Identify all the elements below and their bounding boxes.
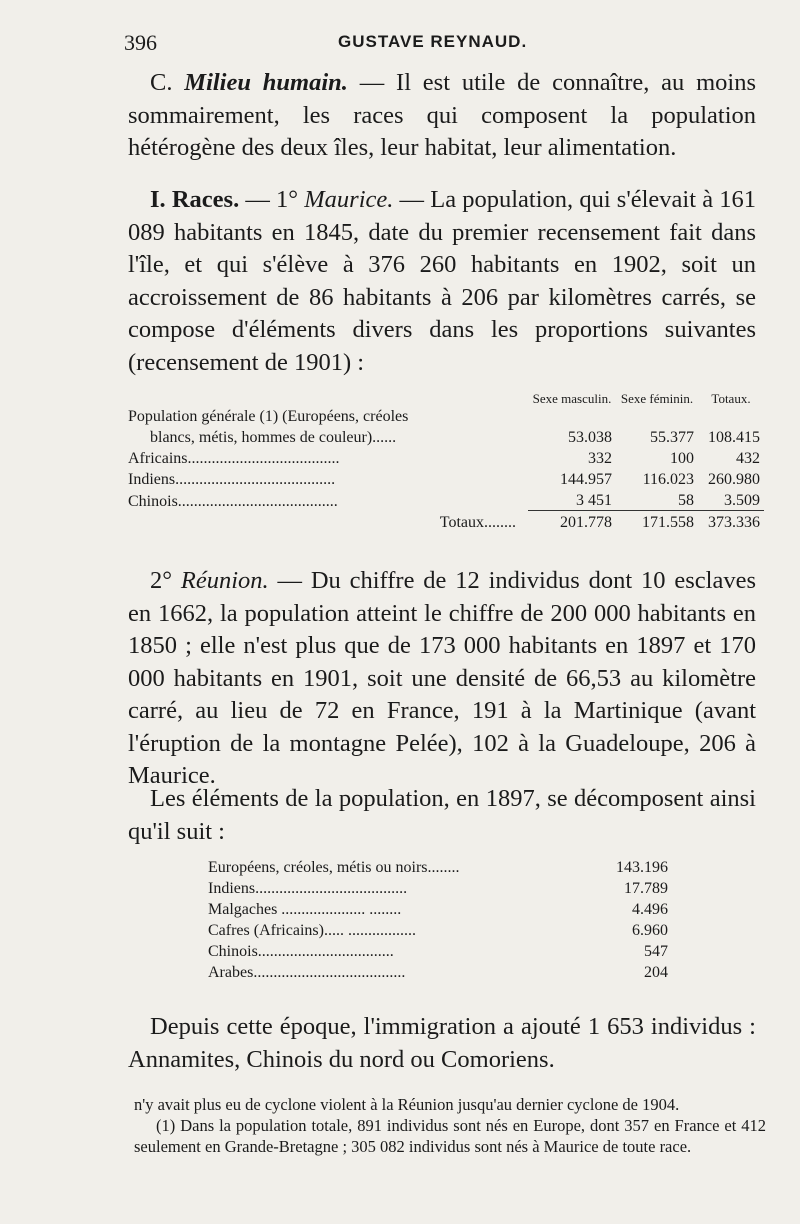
subsection-title: Réunion. bbox=[180, 567, 269, 594]
paragraph-races: I. Races. — 1° Maurice. — La population, qui s'élevait à 161 089 habitants en 1845, date du premier recensement fait dans l'île, et qui s'élève à 376 260 habitants en 1902, soit un accroissement de 86 habitants à 206 par kilomètres carrés, se compose d'éléments divers dans les proportions suivantes (recensement de 1901) : bbox=[128, 186, 756, 376]
paragraph-text: — Il est utile de connaître, au moins sommairement, les races qui composent la population hétérogène des deux îles, leur habitat, leur alimentation. bbox=[128, 69, 757, 161]
totals-row: Totaux........ 201.778 171.558 373.336 bbox=[128, 511, 764, 533]
subsection-title: Maurice. bbox=[304, 186, 394, 213]
table-row: Indiens........................................ 144.957 116.023 260.980 bbox=[128, 471, 760, 488]
section-title: Races. bbox=[171, 186, 240, 213]
page-number: 396 bbox=[124, 30, 157, 55]
table-row: Malgaches ..................... ........ 4.496 bbox=[208, 900, 668, 918]
page-header bbox=[124, 30, 764, 60]
paragraph-immigration: Depuis cette époque, l'immigration a ajouté 1 653 individus : Annamites, Chinois du nord ou Comoriens. bbox=[128, 1013, 756, 1073]
section-title: Milieu humain. bbox=[184, 69, 348, 96]
column-header: Sexe féminin. bbox=[620, 391, 694, 406]
table-row: Européens, créoles, métis ou noirs........ 143.196 bbox=[208, 858, 668, 876]
section-label: C. bbox=[150, 69, 173, 96]
paragraph-reunion: 2° Réunion. — Du chiffre de 12 individus dont 10 esclaves en 1662, la population atteint le chiffre de 200 000 habitants en 1850 ; elle n'est plus que de 173 000 habitants en 1897 et 170 000 habitants en 1901, soit une densité de 66,53 au kilomètre carré, au lieu de 72 en France, 191 à la Martinique (avant l'éruption de la montagne Pelée), 102 à la Guadeloupe, 206 à Maurice. bbox=[128, 567, 756, 789]
reunion-population-table bbox=[208, 857, 668, 983]
table-row: Chinois.................................. 547 bbox=[208, 942, 668, 960]
column-header: Totaux. bbox=[711, 391, 751, 406]
table-row: Africains...................................... 332 100 432 bbox=[128, 450, 760, 467]
paragraph-elements: Les éléments de la population, en 1897, se décomposent ainsi qu'il suit : bbox=[128, 785, 756, 845]
table-row: Population générale (1) (Européens, créoles bbox=[128, 408, 409, 425]
running-title: GUSTAVE REYNAUD. bbox=[338, 32, 528, 51]
footnote-carryover: n'y avait plus eu de cyclone violent à la Réunion jusqu'au dernier cyclone de 1904. bbox=[134, 1095, 680, 1114]
maurice-population-table bbox=[128, 373, 764, 532]
paragraph-text: — La population, qui s'élevait à 161 089 habitants en 1845, date du premier recensement fait dans l'île, et qui s'élève à 376 260 habitants en 1902, soit un accroissement de 86 habitants à 206 par kilomètres carrés, se compose d'éléments divers dans les proportions suivantes (recensement de 1901) : bbox=[128, 186, 756, 376]
table-row: Cafres (Africains)..... ................. 6.960 bbox=[208, 921, 668, 939]
paragraph-text: — Du chiffre de 12 individus dont 10 esclaves en 1662, la population atteint le chiffre de 200 000 habitants en 1850 ; elle n'est plus que de 173 000 habitants en 1897 et 170 000 habitants en 1901, soit une densité de 66,53 au kilomètre carré, au lieu de 72 en France, 191 à la Martinique (avant l'éruption de la montagne Pelée), 102 à la Guadeloupe, 206 à Maurice. bbox=[128, 567, 756, 789]
table-row: Arabes...................................... 204 bbox=[208, 963, 668, 981]
paragraph-milieu-humain bbox=[128, 67, 756, 165]
column-header: Sexe masculin. bbox=[532, 391, 612, 406]
footnote-1: (1) Dans la population totale, 891 individus sont nés en Europe, dont 357 en France et 412 seulement en Grande-Bretagne ; 305 082 individus sont nés à Maurice de toute race. bbox=[134, 1116, 766, 1156]
table-row: Indiens...................................... 17.789 bbox=[208, 879, 668, 897]
table-row: blancs, métis, hommes de couleur)...... 53.038 55.377 108.415 bbox=[150, 429, 760, 446]
footnotes bbox=[134, 1094, 766, 1157]
table-row: Chinois........................................ 3 451 58 3.509 bbox=[128, 492, 760, 510]
